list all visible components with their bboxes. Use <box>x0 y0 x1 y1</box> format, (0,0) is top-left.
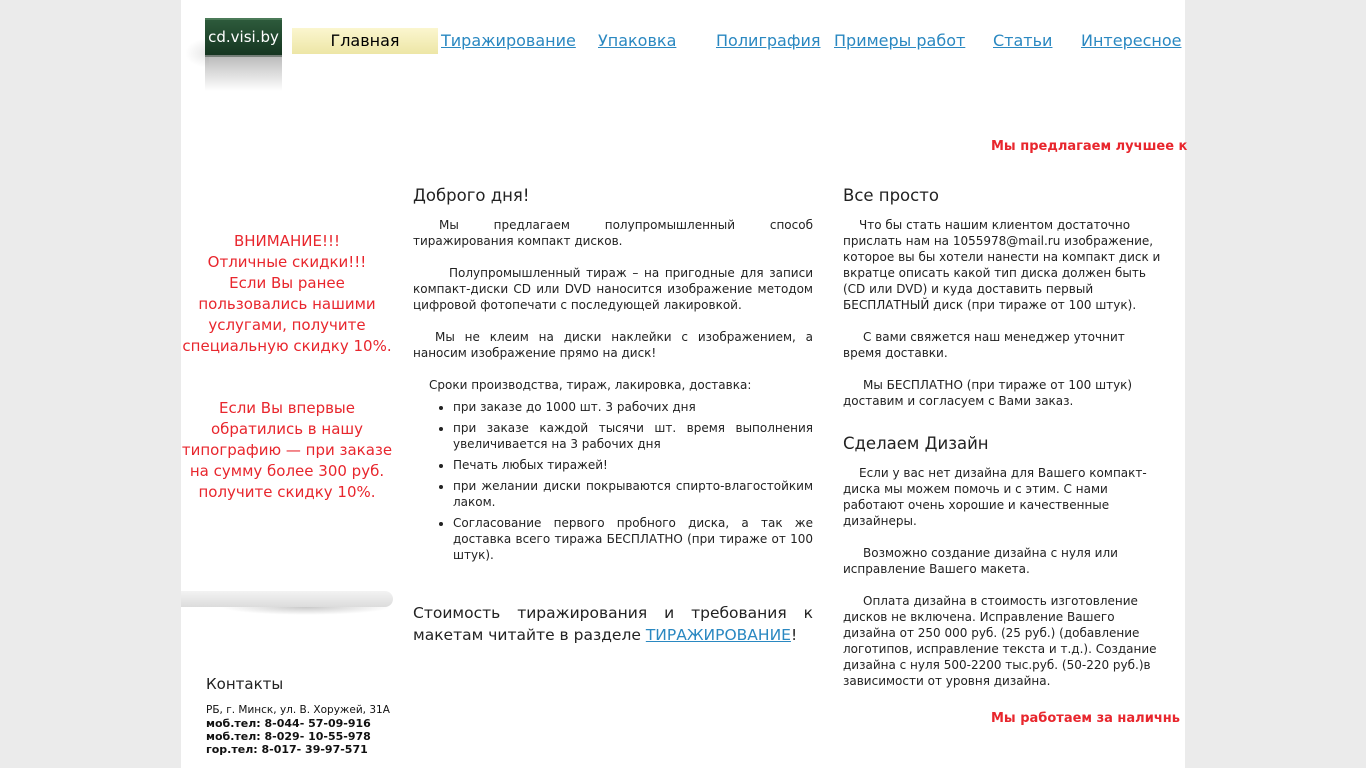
list-item: • Согласование первого пробного диска, а так же доставка всего тиража БЕСПЛАТНО (при тираже от 100 штук). <box>453 515 813 563</box>
nav-item-printing[interactable]: Полиграфия <box>716 31 821 50</box>
notice-line: пользовались нашими <box>198 295 376 313</box>
terms-paragraph: Сроки производства, тираж, лакировка, доставка: <box>429 378 752 392</box>
notice-line: типографию — при заказе <box>181 441 393 459</box>
discount-notice-returning <box>181 231 393 357</box>
cost-text: Стоимость тиражирования и требования к макетам читайте в разделе <box>413 603 813 644</box>
list-item: • Печать любых тиражей! <box>453 457 813 473</box>
delivery-paragraph: Мы БЕСПЛАТНО (при тираже от 100 штук) доставим и согласуем с Вами заказ. <box>843 378 1133 408</box>
main-content <box>413 186 813 661</box>
cost-paragraph <box>413 602 813 646</box>
notice-line: Если Вы впервые <box>218 399 356 417</box>
nav-item-home[interactable]: Главная <box>292 28 438 54</box>
design-price-paragraph: Оплата дизайна в стоимость изготовление дисков не включена. Исправление Вашего дизайна от 250 000 руб. (25 руб.) (добавление логотипов, исправление текста и т.д.). Создание дизайна с нуля 500-2200 тыс.руб. (50-220 руб.)в зависимости от уровня дизайна. <box>843 594 1157 688</box>
notice-line: Если Вы ранее <box>229 274 345 292</box>
contact-address: РБ, г. Минск, ул. В. Хоружей, 31А <box>206 704 390 716</box>
nav-item-packaging[interactable]: Упаковка <box>598 31 677 50</box>
method-paragraph: Полупромышленный тираж – на пригодные для записи компакт-диски CD или DVD наносится изображение методом цифровой фотопечати с последующей лакировкой. <box>413 266 813 312</box>
contact-phone: моб.тел: 8-029- 10-55-978 <box>206 730 371 743</box>
no-stickers-paragraph: Мы не клеим на диски наклейки с изображением, а наносим изображение прямо на диск! <box>413 330 813 360</box>
contact-phone: моб.тел: 8-044- 57-09-916 <box>206 717 371 730</box>
marquee-payment: Мы работаем за наличнь <box>991 711 1180 726</box>
notice-line: ВНИМАНИЕ!!! <box>233 232 340 250</box>
notice-line: обратились в нашу <box>210 420 364 438</box>
design-heading: Сделаем Дизайн <box>843 434 989 453</box>
page-container <box>181 0 1188 768</box>
nav-item-portfolio[interactable]: Примеры работ <box>834 31 966 50</box>
marquee-offer: Мы предлагаем лучшее к <box>991 139 1188 154</box>
list-item: • при желании диски покрываются спирто-влагостойким лаком. <box>453 478 813 510</box>
left-divider <box>181 591 393 607</box>
main-nav <box>181 28 1185 56</box>
simple-heading: Все просто <box>843 186 939 205</box>
list-item: • при заказе каждой тысячи шт. время выполнения увеличивается на 3 рабочих дня <box>453 420 813 452</box>
notice-line: специальную скидку 10%. <box>182 337 392 355</box>
replication-link[interactable]: ТИРАЖИРОВАНИЕ <box>645 625 791 644</box>
list-item: • при заказе до 1000 шт. 3 рабочих дня <box>453 399 813 415</box>
manager-paragraph: С вами свяжется наш менеджер уточнит время доставки. <box>843 330 1125 360</box>
notice-line: на сумму более 300 руб. <box>189 462 385 480</box>
discount-notice-new <box>181 398 393 503</box>
site-logo[interactable]: cd.visi.by <box>205 18 282 57</box>
welcome-heading: Доброго дня! <box>413 186 530 205</box>
left-divider-shadow <box>221 607 391 615</box>
notice-line: услугами, получите <box>208 316 366 334</box>
intro-paragraph: Мы предлагаем полупромышленный способ тиражирования компакт дисков. <box>413 218 813 248</box>
nav-item-interesting[interactable]: Интересное <box>1081 31 1182 50</box>
terms-list <box>413 399 813 563</box>
contacts-title: Контакты <box>206 675 284 693</box>
logo-reflection <box>205 55 282 91</box>
notice-line: Отличные скидки!!! <box>207 253 367 271</box>
design-help-paragraph: Если у вас нет дизайна для Вашего компакт-диска мы можем помочь и с этим. С нами работают очень хорошие и качественные дизайнеры. <box>843 466 1147 528</box>
how-to-order-paragraph: Что бы стать нашим клиентом достаточно прислать нам на 1055978@mail.ru изображение, которое вы бы хотели нанести на компакт диск и вкратце описать какой тип диска должен быть (CD или DVD) и куда доставить первый БЕСПЛАТНЫЙ диск (при тираже от 100 штук). <box>843 218 1161 312</box>
design-create-paragraph: Возможно создание дизайна с нуля или исправление Вашего макета. <box>843 546 1118 576</box>
nav-item-articles[interactable]: Статьи <box>993 31 1053 50</box>
contact-phone: гор.тел: 8-017- 39-97-571 <box>206 743 368 756</box>
notice-line: получите скидку 10%. <box>198 483 376 501</box>
cost-end: ! <box>790 625 798 644</box>
nav-item-replication[interactable]: Тиражирование <box>441 31 576 50</box>
side-content <box>843 186 1165 689</box>
